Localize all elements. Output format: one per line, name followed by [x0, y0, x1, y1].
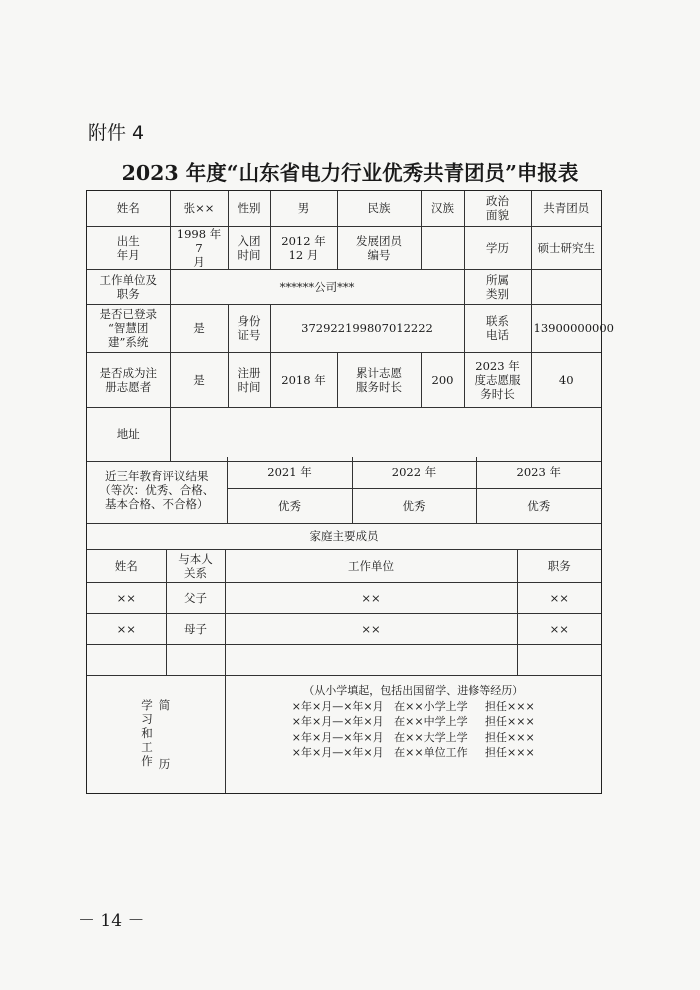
family-member-position: [517, 644, 601, 675]
evaluation-result-2023: 优秀: [476, 488, 601, 523]
birth-value-line2: 月: [193, 254, 205, 269]
work-label-line1: 工作单位及: [99, 272, 157, 287]
join-date-value: [270, 226, 337, 269]
family-table: [87, 523, 601, 676]
phone-value: 13900000000: [531, 304, 601, 352]
attachment-label: 附件 4: [88, 122, 145, 144]
reg-time-label-line2: 时间: [237, 379, 261, 394]
registration-time-label: [228, 352, 270, 407]
member-no-label-line1: 发展团员: [356, 233, 402, 248]
work-label-line2: 职务: [116, 286, 140, 301]
resume-label-char: 简: [158, 697, 171, 712]
category-label-line1: 所属: [486, 272, 509, 287]
address-label: 地址: [87, 407, 170, 461]
education-value: 硕士研究生: [531, 226, 601, 269]
year-hours-label: [464, 352, 531, 407]
registration-time-value: 2018 年: [270, 352, 337, 407]
cumulative-hours-value: 200: [421, 352, 464, 407]
birth-label-line1: 出生: [116, 233, 140, 248]
evaluation-result-2022: 优秀: [352, 488, 476, 523]
family-section-title: 家庭主要成员: [87, 523, 601, 549]
table-row: [87, 644, 601, 675]
id-label-line1: 身份: [237, 314, 261, 328]
evaluation-table: [87, 457, 601, 524]
family-member-name: [87, 644, 166, 675]
ethnicity-value: 汉族: [421, 191, 464, 226]
gender-value: 男: [270, 191, 337, 226]
category-label-line2: 类别: [486, 286, 509, 301]
family-col-name: 姓名: [87, 549, 166, 582]
resume-line: ×年×月—×年×月 在××大学上学 担任×××: [291, 730, 535, 744]
family-col-relation-line1: 与本人: [178, 551, 213, 566]
family-member-relation: 母子: [166, 613, 225, 644]
birth-label: [87, 226, 170, 269]
evaluation-label-line3: 基本合格、不合格）: [105, 496, 209, 511]
evaluation-result-2021: 优秀: [227, 488, 352, 523]
family-member-workplace: ××: [225, 582, 517, 613]
volunteer-value: 是: [170, 352, 228, 407]
name-value: 张××: [170, 191, 228, 226]
family-col-relation-line2: 关系: [184, 565, 207, 580]
work-unit-label: [87, 269, 170, 304]
evaluation-label-line1: 近三年教育评议结果: [105, 468, 209, 483]
evaluation-year-2022: 2022 年: [352, 457, 476, 488]
birth-label-line2: 年月: [116, 247, 140, 262]
zhihui-label-line3: 建”系统: [108, 335, 149, 349]
political-label-line1: 政治: [486, 194, 509, 209]
member-no-label-line2: 编号: [367, 247, 391, 262]
id-label-line2: 证号: [237, 328, 261, 342]
family-col-relation: [166, 549, 225, 582]
zhihui-label-line2: “智慧团: [108, 321, 149, 335]
join-date-label: [228, 226, 270, 269]
resume-label-col2: [156, 698, 174, 771]
year-hours-value: 40: [531, 352, 601, 407]
family-member-name: ××: [87, 613, 166, 644]
basic-info-table: [87, 191, 614, 462]
resume-label-spacer: [159, 712, 171, 757]
ethnicity-label: 民族: [337, 191, 421, 226]
resume-label-char: 和: [141, 725, 153, 740]
resume-label-grid: [138, 698, 173, 771]
birth-value-line1: 1998 年 7: [176, 226, 222, 255]
family-member-name: ××: [87, 582, 166, 613]
family-col-position: 职务: [517, 549, 601, 582]
address-value: [170, 407, 601, 461]
volunteer-label-line2: 册志愿者: [105, 379, 152, 394]
cum-hours-label-line1: 累计志愿: [356, 365, 402, 380]
member-number-value: [421, 226, 464, 269]
phone-label-line2: 电话: [486, 328, 509, 342]
family-member-position: ××: [517, 582, 601, 613]
resume-label-col1: [138, 698, 156, 771]
join-value-line1: 2012 年: [281, 233, 326, 248]
resume-label-char: 历: [158, 756, 171, 771]
evaluation-label: [87, 457, 227, 523]
id-number-label: [228, 304, 270, 352]
resume-label-char: 学: [141, 697, 153, 712]
id-number-value: 372922199807012222: [270, 304, 464, 352]
form-title: 2023 年度“山东省电力行业优秀共青团员”申报表: [121, 161, 579, 185]
reg-time-label-line1: 注册: [237, 365, 261, 380]
family-member-relation: 父子: [166, 582, 225, 613]
category-value: [531, 269, 601, 304]
resume-label-char: 工: [141, 739, 153, 754]
table-row: [87, 613, 601, 644]
gender-label: 性别: [228, 191, 270, 226]
table-row: [87, 582, 601, 613]
category-label: [464, 269, 531, 304]
member-number-label: [337, 226, 421, 269]
year-hours-label-line3: 务时长: [480, 386, 515, 401]
resume-note: （从小学填起，包括出国留学、进修等经历）: [303, 684, 524, 697]
resume-content: [225, 675, 601, 793]
resume-line: ×年×月—×年×月 在××小学上学 担任×××: [291, 699, 535, 713]
join-label-line1: 入团: [237, 233, 261, 248]
birth-value: [170, 226, 228, 269]
political-status-value: 共青团员: [531, 191, 601, 226]
resume-label: [87, 675, 225, 793]
resume-line: ×年×月—×年×月 在××中学上学 担任×××: [291, 715, 535, 729]
family-col-workplace: 工作单位: [225, 549, 517, 582]
year-hours-label-line2: 度志愿服: [474, 372, 521, 387]
family-member-position: ××: [517, 613, 601, 644]
resume-line: ×年×月—×年×月 在××单位工作 担任×××: [291, 746, 535, 760]
zhihui-system-value: 是: [170, 304, 228, 352]
political-label-line2: 面貌: [486, 208, 509, 223]
political-status-label: [464, 191, 531, 226]
cum-hours-label-line2: 服务时长: [356, 379, 402, 394]
zhihui-system-label: [87, 304, 170, 352]
phone-label-line1: 联系: [486, 314, 509, 328]
join-value-line2: 12 月: [288, 247, 319, 262]
volunteer-label-line1: 是否成为注: [99, 365, 157, 380]
education-label: 学历: [464, 226, 531, 269]
resume-label-char: 习: [141, 711, 153, 726]
family-member-relation: [166, 644, 225, 675]
evaluation-year-2021: 2021 年: [227, 457, 352, 488]
year-hours-label-line1: 2023 年: [475, 358, 520, 373]
zhihui-label-line1: 是否已登录: [99, 307, 157, 321]
volunteer-label: [87, 352, 170, 407]
phone-label: [464, 304, 531, 352]
evaluation-label-line2: （等次：优秀、合格、: [99, 482, 215, 497]
resume-label-char: 作: [141, 753, 153, 768]
work-unit-value: ******公司***: [170, 269, 464, 304]
join-label-line2: 时间: [237, 247, 261, 262]
resume-table: [87, 675, 601, 793]
family-member-workplace: [225, 644, 517, 675]
name-label: 姓名: [87, 191, 170, 226]
family-member-workplace: ××: [225, 613, 517, 644]
application-form: [86, 190, 614, 794]
evaluation-year-2023: 2023 年: [476, 457, 601, 488]
page-number: － 14 －: [78, 911, 145, 931]
cumulative-hours-label: [337, 352, 421, 407]
